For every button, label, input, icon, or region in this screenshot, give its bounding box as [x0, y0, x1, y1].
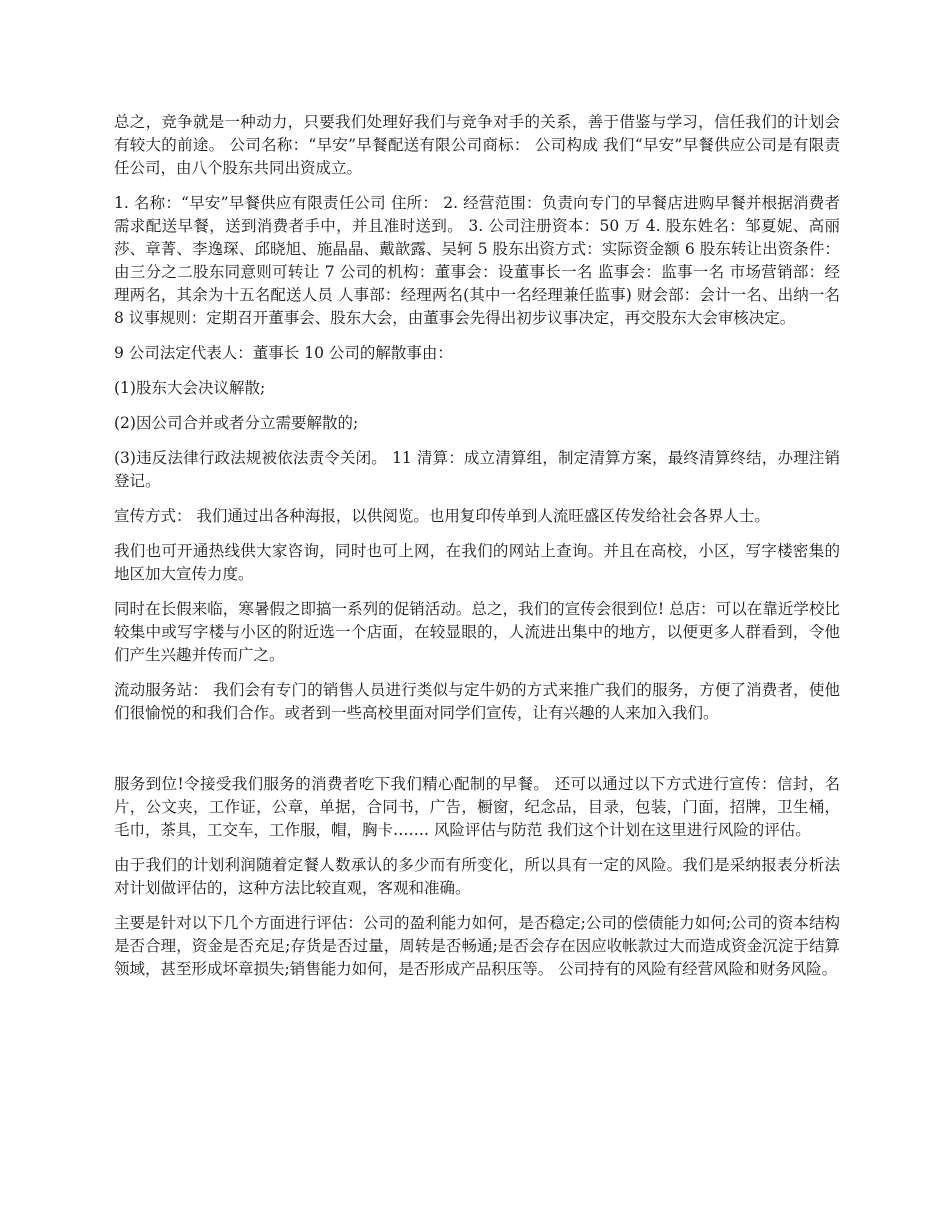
paragraph-mobile-service: 流动服务站： 我们会有专门的销售人员进行类似与定牛奶的方式来推广我们的服务，方便了消费者，使他们很愉悦的和我们合作。或者到一些高校里面对同学们宣传，让有兴趣的人来加入我们。 [114, 681, 840, 722]
paragraph-promotion-methods: 宣传方式： 我们通过出各种海报，以供阅览。也用复印传单到人流旺盛区传发给社会各界人士。 [114, 507, 770, 525]
paragraph-competition-summary: 总之，竞争就是一种动力，只要我们处理好我们与竞争对手的关系，善于借鉴与学习，信任我们的计划会有较大的前途。 公司名称：“早安”早餐配送有限公司商标： 公司构成 我们“早安”早餐供应公司是有限责任公司，由八个股东共同出资成立。 [114, 113, 840, 177]
paragraph-risk-method: 由于我们的计划利润随着定餐人数承认的多少而有所变化，所以具有一定的风险。我们是采纳报表分析法对计划做评估的，这种方法比较直观，客观和准确。 [114, 856, 840, 897]
paragraph-dissolution-1: (1)股东大会决议解散; [114, 379, 266, 397]
paragraph-dissolution-3: (3)违反法律行政法规被依法责令关闭。 11 清算：成立清算组，制定清算方案，最终清算终结，办理注销登记。 [114, 449, 840, 490]
paragraph-hotline: 我们也可开通热线供大家咨询，同时也可上网，在我们的网站上查询。并且在高校，小区，写字楼密集的地区加大宣传力度。 [114, 542, 840, 583]
paragraph-risk-aspects: 主要是针对以下几个方面进行评估：公司的盈利能力如何，是否稳定;公司的偿债能力如何;公司的资本结构是否合理，资金是否充足;存货是否过量，周转是否畅通;是否会存在因应收帐款过大而造成资金沉淀于结算领域，甚至形成坏章损失;销售能力如何，是否形成产品积压等。 公司持有的风险有经营风险和财务风险。 [114, 914, 840, 978]
paragraph-service-risk: 服务到位!令接受我们服务的消费者吃下我们精心配制的早餐。 还可以通过以下方式进行宣传：信封，名片，公文夹，工作证，公章，单据，合同书，广告，橱窗，纪念品，目录，包装，门面，招牌，卫生桶，毛巾，茶具，工交车，工作服，帽，胸卡……. 风险评估与防范 我们这个计划在这里进行风险的评估。 [114, 775, 840, 839]
paragraph-legal-representative: 9 公司法定代表人：董事长 10 公司的解散事由： [114, 344, 453, 362]
paragraph-dissolution-2: (2)因公司合并或者分立需要解散的; [114, 414, 359, 432]
section-spacer [114, 737, 840, 773]
paragraph-company-profile: 1. 名称：“早安”早餐供应有限责任公司 住所： 2. 经营范围：负责向专门的早餐店进购早餐并根据消费者需求配送早餐，送到消费者手中，并且准时送到。 3. 公司注册资本：50 万 4. 股东姓名：邹夏妮、高丽莎、章菁、李逸琛、邱晓旭、施晶晶、戴歆露、吴轲 5 股东出资方式：实际资金额 6 股东转让出资条件：由三分之二股东同意则可转让 7 公司的机构：董事会：设董事长一名 监事会：监事一名 市场营销部：经理两名，其余为十五名配送人员 人事部：经理两名(其中一名经理兼任监事) 财会部：会计一名、出纳一名 8 议事规则：定期召开董事会、股东大会，由董事会先得出初步议事决定，再交股东大会审核决定。 [114, 194, 840, 327]
document-page [114, 111, 840, 993]
paragraph-store-location: 同时在长假来临，寒暑假之即搞一系列的促销活动。总之，我们的宣传会很到位! 总店：可以在靠近学校比较集中或写字楼与小区的附近选一个店面，在较显眼的，人流进出集中的地方，以便更多人群看到，令他们产生兴趣并传而广之。 [114, 600, 840, 664]
